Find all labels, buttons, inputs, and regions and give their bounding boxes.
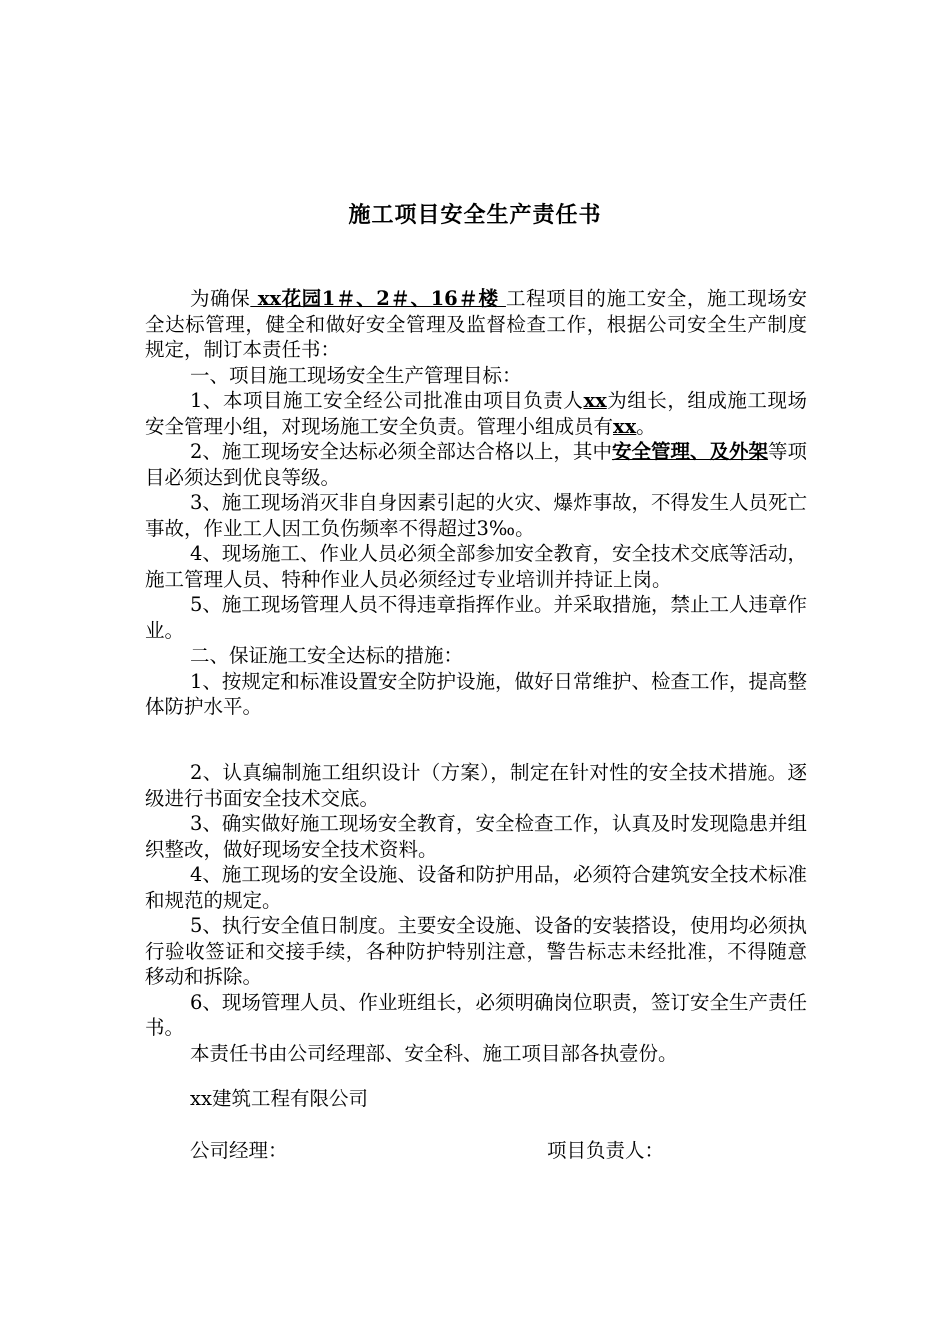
section2-item5: 5、执行安全值日制度。主要安全设施、设备的安装搭设，使用均必须执行验收签证和交接手续，各种防护特别注意，警告标志未经批准，不得随意移动和拆除。 xyxy=(145,914,807,988)
manager-signature-label: 公司经理： xyxy=(190,1139,288,1162)
section2-item4: 4、施工现场的安全设施、设备和防护用品，必须符合建筑安全技术标准和规范的规定。 xyxy=(145,863,807,912)
closing-paragraph: 本责任书由公司经理部、安全科、施工项目部各执壹份。 xyxy=(190,1041,678,1065)
project-lead-signature-label: 项目负责人： xyxy=(547,1139,665,1162)
section2-item2: 2、认真编制施工组织设计（方案），制定在针对性的安全技术措施。逐级进行书面安全技术交底。 xyxy=(145,761,807,810)
members-name: xx xyxy=(613,414,637,438)
section2-item1: 1、按规定和标准设置安全防护设施，做好日常维护、检查工作，提高整体防护水平。 xyxy=(145,669,807,718)
section2-item3: 3、确实做好施工现场安全教育，安全检查工作，认真及时发现隐患并组织整改，做好现场安全技术资料。 xyxy=(145,812,807,861)
leader-name: xx xyxy=(583,389,607,412)
intro-paragraph xyxy=(145,286,807,363)
section1-heading: 一、项目施工现场安全生产管理目标： xyxy=(190,363,522,387)
document-body-part2 xyxy=(145,760,807,1066)
section1-item1: 1、本项目施工安全经公司批准由项目负责人xx为组长，组成施工现场安全管理小组，对现场施工安全负责。管理小组成员有xx。 xyxy=(145,389,807,438)
section1-item3: 3、施工现场消灭非自身因素引起的火灾、爆炸事故，不得发生人员死亡事故，作业工人因工负伤频率不得超过3‰。 xyxy=(145,491,807,540)
section1-item5: 5、施工现场管理人员不得违章指挥作业。并采取措施，禁止工人违章作业。 xyxy=(145,593,807,642)
document-body-part1 xyxy=(145,286,807,720)
intro-post: 工程项目的施工安全，施工现场安全达标管理，健全和做好安全管理及监督检查工作，根据公司安全生产制度规定，制订本责任书： xyxy=(145,287,807,361)
intro-pre: 为确保 xyxy=(190,287,251,310)
section1-item2: 2、施工现场安全达标必须全部达合格以上，其中安全管理、及外架等项目必须达到优良等级。 xyxy=(145,440,807,489)
key-items: 安全管理、及外架 xyxy=(611,440,768,463)
section2-heading: 二、保证施工安全达标的措施： xyxy=(190,644,464,667)
document-title: 施工项目安全生产责任书 xyxy=(348,202,602,228)
section2-item6: 6、现场管理人员、作业班组长，必须明确岗位职责，签订安全生产责任书。 xyxy=(145,990,807,1039)
section1-item4: 4、现场施工、作业人员必须全部参加安全教育，安全技术交底等活动，施工管理人员、特种作业人员必须经过专业培训并持证上岗。 xyxy=(145,542,807,591)
company-name: xx建筑工程有限公司 xyxy=(190,1087,368,1110)
project-name: xx花园1＃、2＃、16＃楼 xyxy=(250,287,506,310)
